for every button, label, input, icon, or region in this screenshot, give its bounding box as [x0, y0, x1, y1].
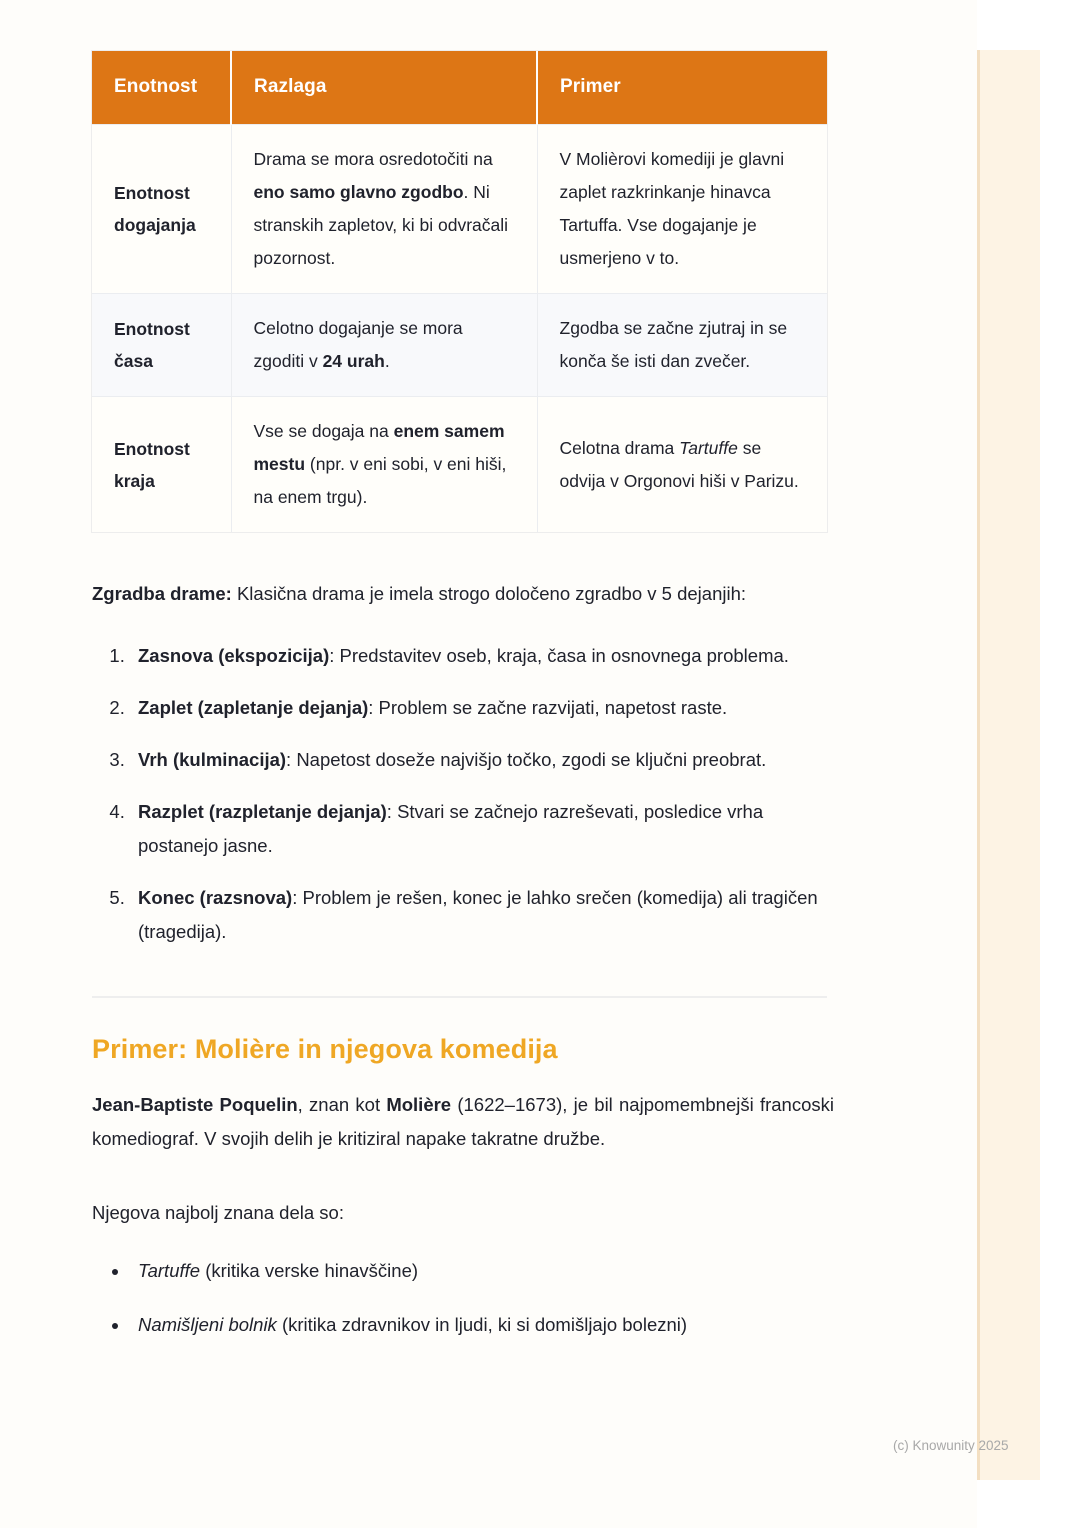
- structure-intro-paragraph: Zgradba drame: Klasična drama je imela strogo določeno zgradbo v 5 dejanjih:: [92, 583, 747, 604]
- cell-example: Zgodba se začne zjutraj in se konča še isti dan zvečer.: [537, 294, 827, 397]
- table-body: [92, 125, 827, 533]
- list-item: 2. Zaplet (zapletanje dejanja): Problem se začne razvijati, napetost raste.: [130, 691, 834, 725]
- cell-unit-name: Enotnost kraja: [92, 397, 231, 533]
- cell-explanation: Drama se mora osredotočiti na eno samo glavno zgodbo. Ni stranskih zapletov, ki bi odvračali pozornost.: [231, 125, 537, 294]
- moliere-works-list: [92, 1254, 834, 1342]
- cell-unit-name: Enotnost dogajanja: [92, 125, 231, 294]
- table-row: [92, 397, 827, 533]
- drama-structure-list: [92, 639, 834, 949]
- document-content: [92, 0, 834, 1362]
- column-header-enotnost: Enotnost: [92, 51, 231, 125]
- page-side-panel: [977, 50, 1040, 1480]
- list-item: • Tartuffe (kritika verske hinavščine): [130, 1254, 834, 1288]
- column-header-primer: Primer: [537, 51, 827, 125]
- column-header-razlaga: Razlaga: [231, 51, 537, 125]
- moliere-paragraph: Jean-Baptiste Poquelin, znan kot Molière (1622–1673), je bil najpomembnejši francoski komediograf. V svojih delih je kritiziral napake takratne družbe.: [92, 1094, 834, 1149]
- list-item: 5. Konec (razsnova): Problem je rešen, konec je lahko srečen (komedija) ali tragičen (tragedija).: [130, 881, 834, 949]
- table-row: [92, 125, 827, 294]
- table-row: [92, 294, 827, 397]
- list-item: 1. Zasnova (ekspozicija): Predstavitev oseb, kraja, časa in osnovnega problema.: [130, 639, 834, 673]
- cell-unit-name: Enotnost časa: [92, 294, 231, 397]
- cell-explanation: Celotno dogajanje se mora zgoditi v 24 urah.: [231, 294, 537, 397]
- table-header-row: [92, 51, 827, 125]
- cell-example: V Molièrovi komediji je glavni zaplet razkrinkanje hinavca Tartuffa. Vse dogajanje je usmerjeno v to.: [537, 125, 827, 294]
- list-item: 3. Vrh (kulminacija): Napetost doseže najvišjo točko, zgodi se ključni preobrat.: [130, 743, 834, 777]
- unities-table: [92, 51, 827, 532]
- cell-explanation: Vse se dogaja na enem samem mestu (npr. v eni sobi, v eni hiši, na enem trgu).: [231, 397, 537, 533]
- table-header: [92, 51, 827, 125]
- copyright-watermark: (c) Knowunity 2025: [893, 1438, 1009, 1453]
- cell-example: Celotna drama Tartuffe se odvija v Orgonovi hiši v Parizu.: [537, 397, 827, 533]
- list-item: • Namišljeni bolnik (kritika zdravnikov in ljudi, ki si domišljajo bolezni): [130, 1308, 834, 1342]
- section-heading-moliere: Primer: Molière in njegova komedija: [92, 1034, 558, 1064]
- section-divider: [92, 996, 827, 998]
- list-item: 4. Razplet (razpletanje dejanja): Stvari se začnejo razreševati, posledice vrha postanejo jasne.: [130, 795, 834, 863]
- works-intro-paragraph: Njegova najbolj znana dela so:: [92, 1202, 344, 1223]
